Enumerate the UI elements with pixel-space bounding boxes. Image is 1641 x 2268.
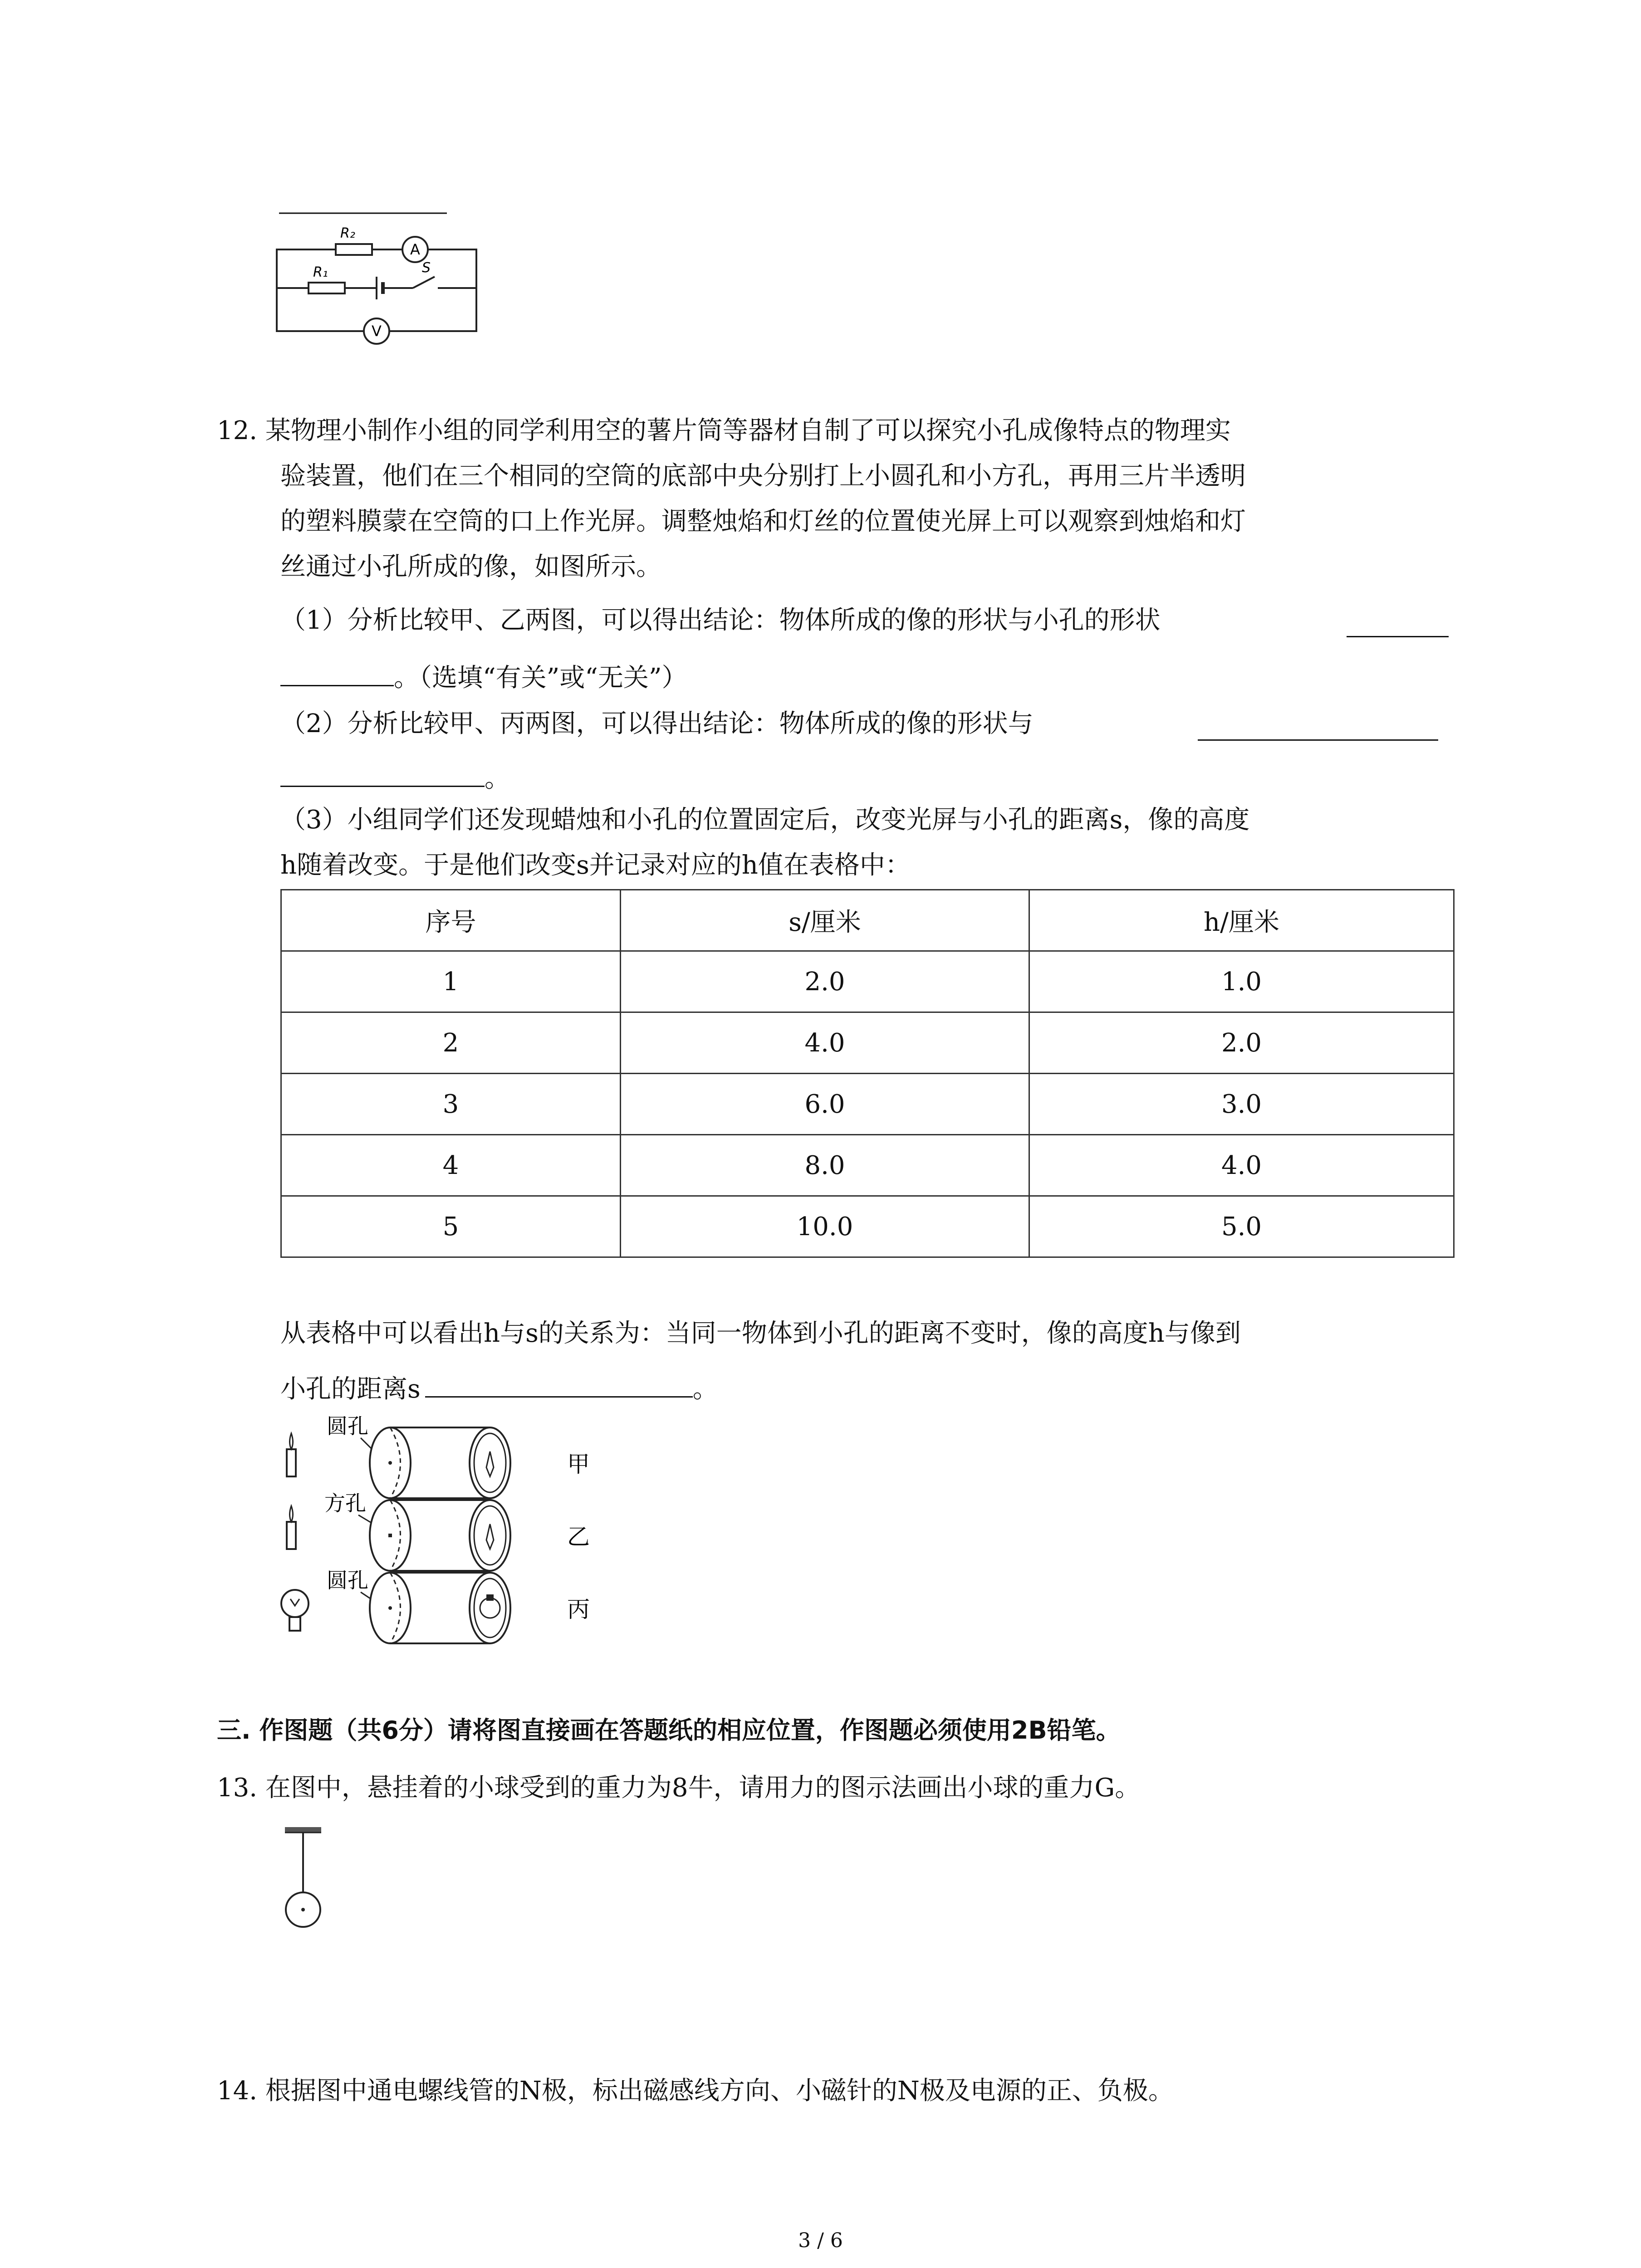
label-round-hole-1: 圆孔 <box>327 1415 368 1438</box>
q12-after-end: 。 <box>692 1374 718 1404</box>
q12-sub1-blank-2[interactable] <box>280 661 394 686</box>
r2-label: R₂ <box>340 225 355 241</box>
table-row <box>281 1135 1454 1196</box>
q12-line1: 12. 某物理小制作小组的同学利用空的薯片筒等器材自制了可以探究小孔成像特点的物理实 <box>217 416 1231 445</box>
q12-sub2-end: 。 <box>485 764 510 793</box>
switch <box>413 277 435 288</box>
q12-line2: 验装置，他们在三个相同的空筒的底部中央分别打上小圆孔和小方孔，再用三片半透明 <box>280 461 1246 491</box>
table-cell: 4.0 <box>1029 1135 1454 1196</box>
q12-sub1-text: （1）分析比较甲、乙两图，可以得出结论：物体所成的像的形状与小孔的形状 <box>280 606 1161 635</box>
q12-sub1 <box>280 608 1161 633</box>
ball-center <box>301 1908 305 1911</box>
q12-after-a: 从表格中可以看出h与s的关系为：当同一物体到小孔的距离不变时，像的高度h与像到 <box>280 1319 1241 1348</box>
q12-after-b-text: 小孔的距离s <box>280 1374 421 1404</box>
table-cell: 5.0 <box>1029 1196 1454 1257</box>
table-cell: 4.0 <box>621 1012 1029 1074</box>
table-cell: 6.0 <box>621 1074 1029 1135</box>
q12-line4: 丝通过小孔所成的像，如图所示。 <box>280 552 661 582</box>
bulb-icon <box>281 1590 309 1617</box>
q12-sub2-blank-2[interactable] <box>280 762 485 787</box>
tag-jia: 甲 <box>567 1451 590 1477</box>
table-cell: 1.0 <box>1029 951 1454 1012</box>
q12-sub2 <box>280 711 1034 737</box>
table-header-row <box>281 890 1454 951</box>
q12-sub3-b: h随着改变。于是他们改变s并记录对应的h值在表格中： <box>280 850 911 880</box>
q12-sub3-a: （3）小组同学们还发现蜡烛和小孔的位置固定后，改变光屏与小孔的距离s，像的高度 <box>280 805 1250 835</box>
pinhole-row-yi <box>287 1491 590 1571</box>
table-cell: 2 <box>281 1012 621 1074</box>
q13-hanging-ball-figure <box>272 1819 363 1928</box>
q12-data-table <box>280 889 1455 1258</box>
table-cell: 3.0 <box>1029 1074 1454 1135</box>
q12-sub2-cont <box>280 762 510 792</box>
q12-sub1-tail: 。（选填“有关”或“无关”） <box>394 663 687 693</box>
page-number: 3 / 6 <box>798 2229 843 2252</box>
table-cell: 1 <box>281 951 621 1012</box>
pinhole-row-bing <box>281 1568 590 1643</box>
table-cell: 10.0 <box>621 1196 1029 1257</box>
table-cell: 4 <box>281 1135 621 1196</box>
candle-icon <box>287 1449 296 1476</box>
table-cell: 5 <box>281 1196 621 1257</box>
table-row <box>281 951 1454 1012</box>
section3-heading: 三. 作图题（共6分）请将图直接画在答题纸的相应位置，作图题必须使用2B铅笔。 <box>217 1716 1121 1745</box>
table-row <box>281 1074 1454 1135</box>
q13-text: 13. 在图中，悬挂着的小球受到的重力为8牛，请用力的图示法画出小球的重力G。 <box>217 1773 1141 1803</box>
q12-after-blank[interactable] <box>425 1373 693 1398</box>
table-row <box>281 1196 1454 1257</box>
table-cell: 2.0 <box>1029 1012 1454 1074</box>
tag-bing: 丙 <box>567 1596 590 1623</box>
voltmeter-label: V <box>372 323 382 340</box>
table-header-cell: h/厘米 <box>1029 890 1454 951</box>
q12-pinhole-figure <box>277 1415 612 1669</box>
resistor-r2 <box>336 244 372 255</box>
table-row <box>281 1012 1454 1074</box>
r1-label: R₁ <box>313 264 328 280</box>
resistor-r1 <box>309 283 345 293</box>
q14-text: 14. 根据图中通电螺线管的N极，标出磁感线方向、小磁针的N极及电源的正、负极。 <box>217 2076 1174 2106</box>
q12-sub2-blank-1[interactable] <box>1198 716 1438 741</box>
flame-icon <box>290 1506 293 1522</box>
table-header-cell: s/厘米 <box>621 890 1029 951</box>
flame-icon <box>290 1433 293 1449</box>
candle-icon <box>287 1522 296 1549</box>
tag-yi: 乙 <box>567 1524 590 1550</box>
switch-label: S <box>422 260 431 276</box>
q12-after-b <box>280 1373 718 1402</box>
q12-sub1-cont <box>280 661 687 691</box>
table-header-cell: 序号 <box>281 890 621 951</box>
label-square-hole: 方孔 <box>324 1491 366 1515</box>
label-round-hole-2: 圆孔 <box>327 1568 368 1593</box>
q12-sub1-blank-1[interactable] <box>1347 612 1449 637</box>
q11-circuit-diagram <box>268 204 495 358</box>
ammeter-label: A <box>410 241 420 258</box>
pinhole-row-jia <box>287 1415 590 1498</box>
q12-sub2-text: （2）分析比较甲、丙两图，可以得出结论：物体所成的像的形状与 <box>280 709 1034 738</box>
table-cell: 3 <box>281 1074 621 1135</box>
table-cell: 8.0 <box>621 1135 1029 1196</box>
table-cell: 2.0 <box>621 951 1029 1012</box>
ceiling-support <box>285 1827 321 1833</box>
q12-line3: 的塑料膜蒙在空筒的口上作光屏。调整烛焰和灯丝的位置使光屏上可以观察到烛焰和灯 <box>280 507 1246 536</box>
